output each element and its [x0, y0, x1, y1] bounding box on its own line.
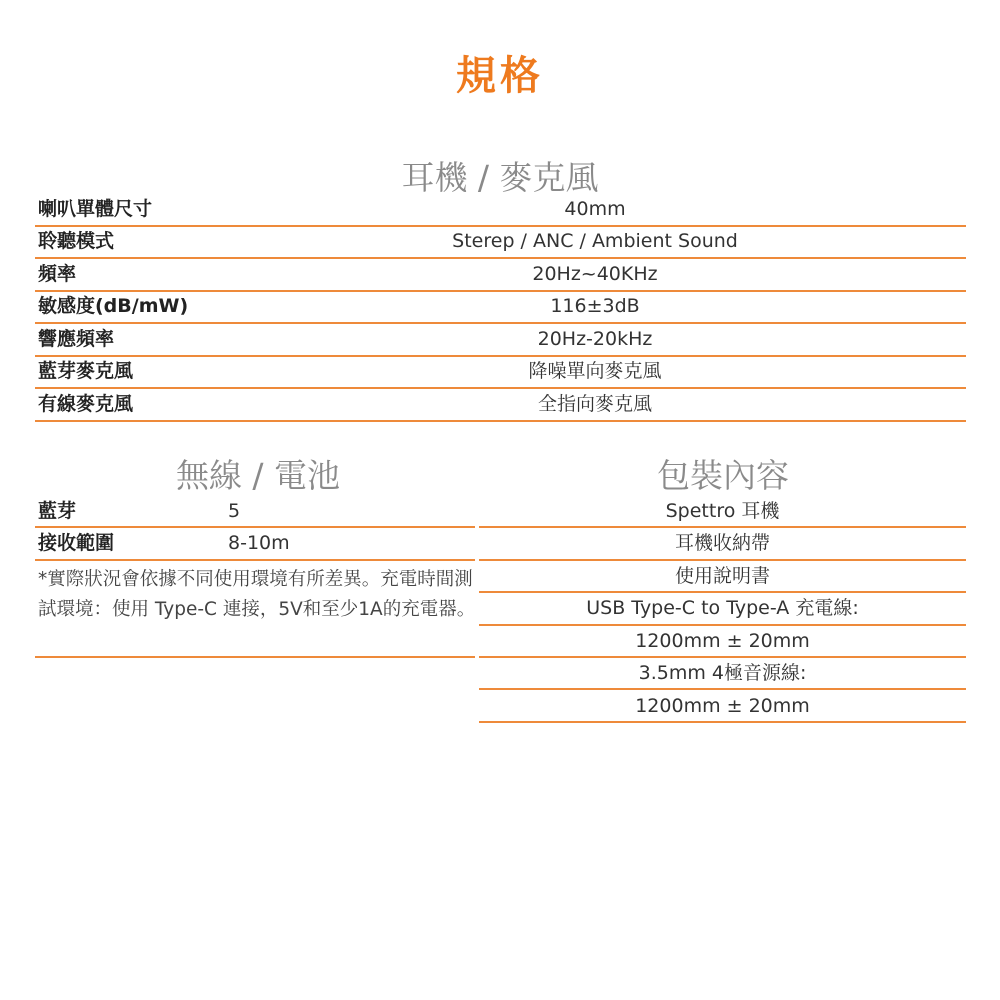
row-divider [479, 688, 966, 690]
spec-label: 藍芽麥克風 [38, 360, 134, 382]
row-divider [479, 624, 966, 626]
row-divider [35, 420, 966, 422]
row-divider [479, 559, 966, 561]
spec-label: 頻率 [38, 263, 77, 285]
headphones-section-title: 耳機 / 麥克風 [401, 158, 599, 197]
spec-label: 藍芽 [38, 500, 77, 522]
spec-value: 20Hz~40KHz [532, 263, 658, 285]
wireless-section-title: 無線 / 電池 [175, 456, 341, 495]
spec-value: Sterep / ANC / Ambient Sound [452, 230, 738, 252]
package-item-text: 3.5mm 4極音源線: [638, 662, 807, 684]
spec-label: 有線麥克風 [38, 393, 134, 415]
package-item-text: Spettro 耳機 [665, 500, 780, 522]
battery-note: *實際狀況會依據不同使用環境有所差異。充電時間測試環境：使用 Type-C 連接，5V和至少1A的充電器。 [38, 569, 476, 620]
package-item-text: USB Type-C to Type-A 充電線: [586, 597, 859, 619]
package-item-text: 1200mm ± 20mm [635, 695, 810, 717]
page-title: 規格 [456, 53, 544, 99]
row-divider [35, 526, 475, 528]
spec-value: 全指向麥克風 [537, 393, 652, 415]
row-divider [35, 225, 966, 227]
spec-label: 聆聽模式 [38, 230, 115, 252]
spec-value: 8-10m [228, 532, 290, 554]
note-divider [35, 656, 475, 658]
package-item-text: 使用說明書 [674, 565, 770, 587]
row-divider [35, 322, 966, 324]
spec-label: 響應頻率 [38, 328, 115, 350]
package-item-text: 1200mm ± 20mm [635, 630, 810, 652]
spec-value: 降噪單向麥克風 [528, 360, 662, 382]
spec-value: 5 [228, 500, 241, 522]
row-divider [479, 721, 966, 723]
package-item-text: 耳機收納帶 [674, 532, 770, 554]
row-divider [35, 387, 966, 389]
row-divider [35, 290, 966, 292]
row-divider [35, 355, 966, 357]
row-divider [479, 591, 966, 593]
spec-label: 喇叭單體尺寸 [38, 198, 153, 220]
spec-label: 接收範圍 [38, 532, 115, 554]
package-section-title: 包裝內容 [657, 456, 789, 495]
spec-label: 敏感度(dB/mW) [38, 295, 189, 317]
spec-value: 40mm [564, 198, 626, 220]
row-divider [479, 656, 966, 658]
row-divider [479, 526, 966, 528]
row-divider [35, 559, 475, 561]
spec-value: 116±3dB [550, 295, 640, 317]
row-divider [35, 257, 966, 259]
spec-value: 20Hz-20kHz [537, 328, 653, 350]
